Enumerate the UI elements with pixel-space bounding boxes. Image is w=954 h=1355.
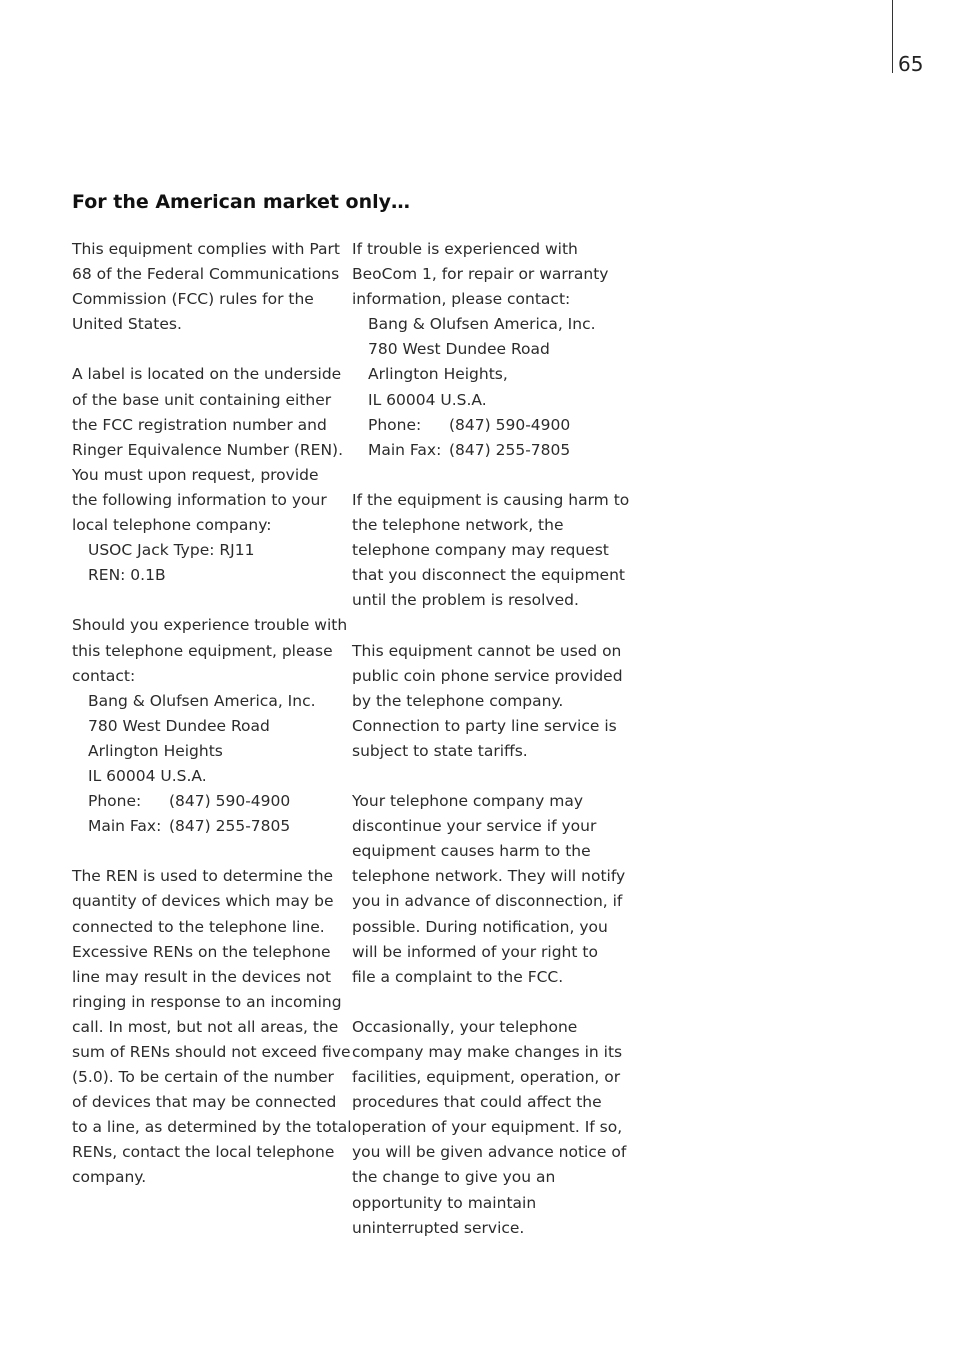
phone-label: Phone: bbox=[88, 792, 142, 811]
text-line: you will be given advance notice of bbox=[352, 1143, 627, 1162]
phone-number: (847) 590-4900 bbox=[169, 792, 291, 811]
text-line: You must upon request, provide bbox=[72, 465, 319, 484]
paragraph-ren-explanation bbox=[72, 864, 352, 1190]
text-line: contact: bbox=[72, 666, 136, 685]
text-line: operation of your equipment. If so, bbox=[352, 1118, 623, 1137]
text-line: telephone company may request bbox=[352, 541, 609, 560]
text-line: call. In most, but not all areas, the bbox=[72, 1017, 339, 1036]
phone-row bbox=[72, 789, 342, 814]
fax-label: Main Fax: bbox=[88, 817, 162, 836]
text-line: until the problem is resolved. bbox=[352, 591, 579, 610]
paragraph-coin-phone bbox=[352, 639, 622, 764]
text-line: Your telephone company may bbox=[352, 792, 584, 811]
address-line: Bang & Olufsen America, Inc. bbox=[88, 691, 316, 710]
fax-number: (847) 255-7805 bbox=[449, 440, 571, 459]
text-line: the following information to your bbox=[72, 490, 327, 509]
ren-value: REN: 0.1B bbox=[88, 566, 166, 585]
paragraph-fcc-compliance bbox=[72, 237, 342, 337]
text-line: facilities, equipment, operation, or bbox=[352, 1068, 621, 1087]
text-line: The REN is used to determine the bbox=[72, 867, 334, 886]
address-line: IL 60004 U.S.A. bbox=[88, 766, 207, 785]
text-line: If trouble is experienced with bbox=[352, 240, 578, 258]
text-line: file a complaint to the FCC. bbox=[352, 967, 564, 986]
text-line: telephone network. They will notify bbox=[352, 867, 626, 886]
text-line: (5.0). To be certain of the number bbox=[72, 1068, 334, 1087]
paragraph-discontinue-service bbox=[352, 789, 626, 990]
address-line: 780 West Dundee Road bbox=[88, 716, 270, 735]
address-line: Bang & Olufsen America, Inc. bbox=[368, 315, 596, 334]
text-line: opportunity to maintain bbox=[352, 1193, 537, 1212]
paragraph-repair-contact bbox=[352, 237, 622, 463]
address-line: Arlington Heights bbox=[88, 741, 223, 760]
page-number-rule bbox=[892, 0, 893, 73]
text-line: A label is located on the underside bbox=[72, 365, 342, 384]
text-line: subject to state tariffs. bbox=[352, 741, 528, 760]
left-column bbox=[72, 237, 352, 1216]
text-line: Excessive RENs on the telephone bbox=[72, 942, 331, 961]
paragraph-network-harm bbox=[352, 488, 630, 613]
text-line: company. bbox=[72, 1168, 147, 1187]
text-line: equipment causes harm to the bbox=[352, 842, 591, 861]
text-line: this telephone equipment, please bbox=[72, 641, 333, 660]
usoc-jack-type: USOC Jack Type: RJ11 bbox=[88, 541, 255, 560]
text-line: United States. bbox=[72, 315, 182, 334]
text-line: uninterrupted service. bbox=[352, 1218, 525, 1237]
phone-row bbox=[352, 413, 622, 438]
paragraph-contact bbox=[72, 613, 348, 839]
text-line: Commission (FCC) rules for the bbox=[72, 290, 314, 309]
fax-number: (847) 255-7805 bbox=[169, 817, 291, 836]
text-line: you in advance of disconnection, if bbox=[352, 892, 623, 911]
fax-label: Main Fax: bbox=[368, 440, 442, 459]
text-line: information, please contact: bbox=[352, 290, 571, 309]
text-line: procedures that could affect the bbox=[352, 1093, 602, 1112]
text-line: possible. During notification, you bbox=[352, 917, 608, 936]
paragraph-facility-changes bbox=[352, 1015, 627, 1241]
text-line: local telephone company: bbox=[72, 516, 272, 535]
address-line: 780 West Dundee Road bbox=[368, 340, 550, 359]
text-line: 68 of the Federal Communications bbox=[72, 265, 340, 284]
text-line: the FCC registration number and bbox=[72, 415, 327, 434]
text-line: of the base unit containing either bbox=[72, 390, 332, 409]
text-line: Should you experience trouble with bbox=[72, 616, 348, 635]
text-line: discontinue your service if your bbox=[352, 817, 597, 836]
page-number: 65 bbox=[898, 52, 924, 76]
text-line: BeoCom 1, for repair or warranty bbox=[352, 265, 609, 284]
text-line: This equipment complies with Part bbox=[72, 240, 340, 258]
text-line: line may result in the devices not bbox=[72, 967, 332, 986]
phone-label: Phone: bbox=[368, 415, 422, 434]
text-line: Ringer Equivalence Number (REN). bbox=[72, 440, 344, 459]
text-line: RENs, contact the local telephone bbox=[72, 1143, 335, 1162]
text-line: This equipment cannot be used on bbox=[352, 641, 622, 660]
text-line: quantity of devices which may be bbox=[72, 892, 334, 911]
text-line: If the equipment is causing harm to bbox=[352, 490, 630, 509]
text-line: Connection to party line service is bbox=[352, 716, 617, 735]
text-line: company may make changes in its bbox=[352, 1043, 623, 1061]
fax-row bbox=[72, 814, 342, 839]
phone-number: (847) 590-4900 bbox=[449, 415, 571, 434]
text-line: public coin phone service provided bbox=[352, 666, 623, 685]
text-line: Occasionally, your telephone bbox=[352, 1017, 578, 1036]
text-line: the change to give you an bbox=[352, 1168, 556, 1187]
paragraph-label-info bbox=[72, 362, 342, 588]
text-line: by the telephone company. bbox=[352, 691, 564, 710]
text-line: sum of RENs should not exceed five bbox=[72, 1043, 351, 1061]
address-line: IL 60004 U.S.A. bbox=[368, 390, 487, 409]
section-heading: For the American market only… bbox=[72, 191, 411, 213]
text-line: ringing in response to an incoming bbox=[72, 992, 342, 1011]
text-line: of devices that may be connected bbox=[72, 1093, 337, 1112]
address-line: Arlington Heights, bbox=[368, 365, 508, 384]
text-line: will be informed of your right to bbox=[352, 942, 598, 961]
text-line: that you disconnect the equipment bbox=[352, 566, 625, 585]
text-line: the telephone network, the bbox=[352, 516, 564, 535]
right-column bbox=[352, 237, 630, 1266]
fax-row bbox=[352, 438, 622, 463]
text-line: connected to the telephone line. bbox=[72, 917, 325, 936]
text-line: to a line, as determined by the total bbox=[72, 1118, 352, 1137]
